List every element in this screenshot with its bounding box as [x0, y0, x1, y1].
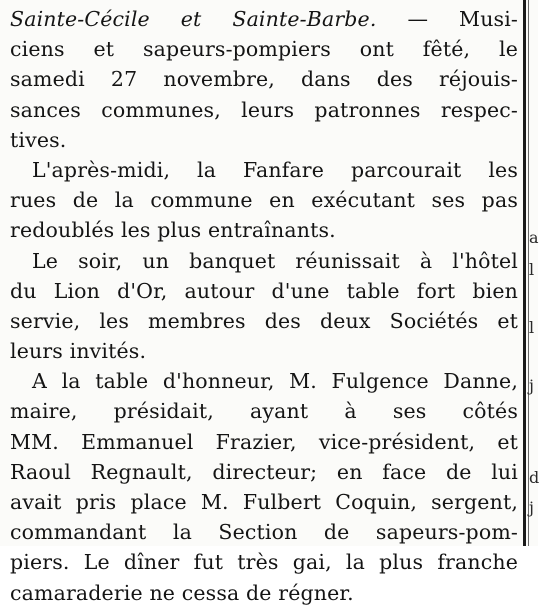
article-line-9: Le soir, un banquet réunissait à l'hôtel [32, 248, 518, 273]
article-line-12: leurs invités. [10, 339, 147, 364]
article-line-2: ciens et sapeurs-pompiers ont fêté, le [10, 37, 518, 62]
article-line-8: redoublés les plus entraînants. [10, 218, 336, 243]
article-line-3: samedi 27 novembre, dans des réjouis- [10, 67, 518, 92]
adjacent-column-fragment: a [529, 228, 539, 247]
article-line-1-text: — Musi- [407, 7, 519, 31]
article-line-4: sances communes, leurs patronnes respec- [10, 97, 518, 122]
article-line-6: L'après-midi, la Fanfare parcourait les [32, 157, 518, 182]
article-line-15: MM. Emmanuel Frazier, vice-président, et [10, 429, 518, 454]
article-line-19: piers. Le dîner fut très gai, la plus franche [10, 550, 518, 575]
adjacent-column-fragment: l [529, 260, 535, 279]
article-line-18: commandant la Section de sapeurs-pom- [10, 520, 518, 545]
article-line-11: servie, les membres des deux Sociétés et [10, 308, 518, 333]
adjacent-column-fragment: j [529, 498, 534, 517]
article-line-14: maire, présidait, ayant à ses côtés [10, 399, 518, 424]
article-line-17: avait pris place M. Fulbert Coquin, sergent, [10, 490, 518, 514]
adjacent-column-fragment: l [529, 318, 535, 337]
adjacent-column-fragment: d [529, 468, 539, 487]
article-line-7: rues de la commune en exécutant ses pas [10, 188, 518, 213]
article-title: Sainte-Cécile et Sainte-Barbe. [10, 7, 377, 31]
article-column [10, 4, 518, 608]
article-line-1 [10, 4, 518, 34]
column-rule [523, 0, 526, 546]
article-line-13: A la table d'honneur, M. Fulgence Danne, [32, 369, 518, 394]
adjacent-column-fragment: j [529, 376, 534, 395]
article-line-10: du Lion d'Or, autour d'une table fort bien [10, 278, 518, 303]
article-line-16: Raoul Regnault, directeur; en face de lui [10, 459, 518, 484]
article-line-5: tives. [10, 127, 67, 152]
article-line-20: camaraderie ne cessa de régner. [10, 580, 354, 605]
